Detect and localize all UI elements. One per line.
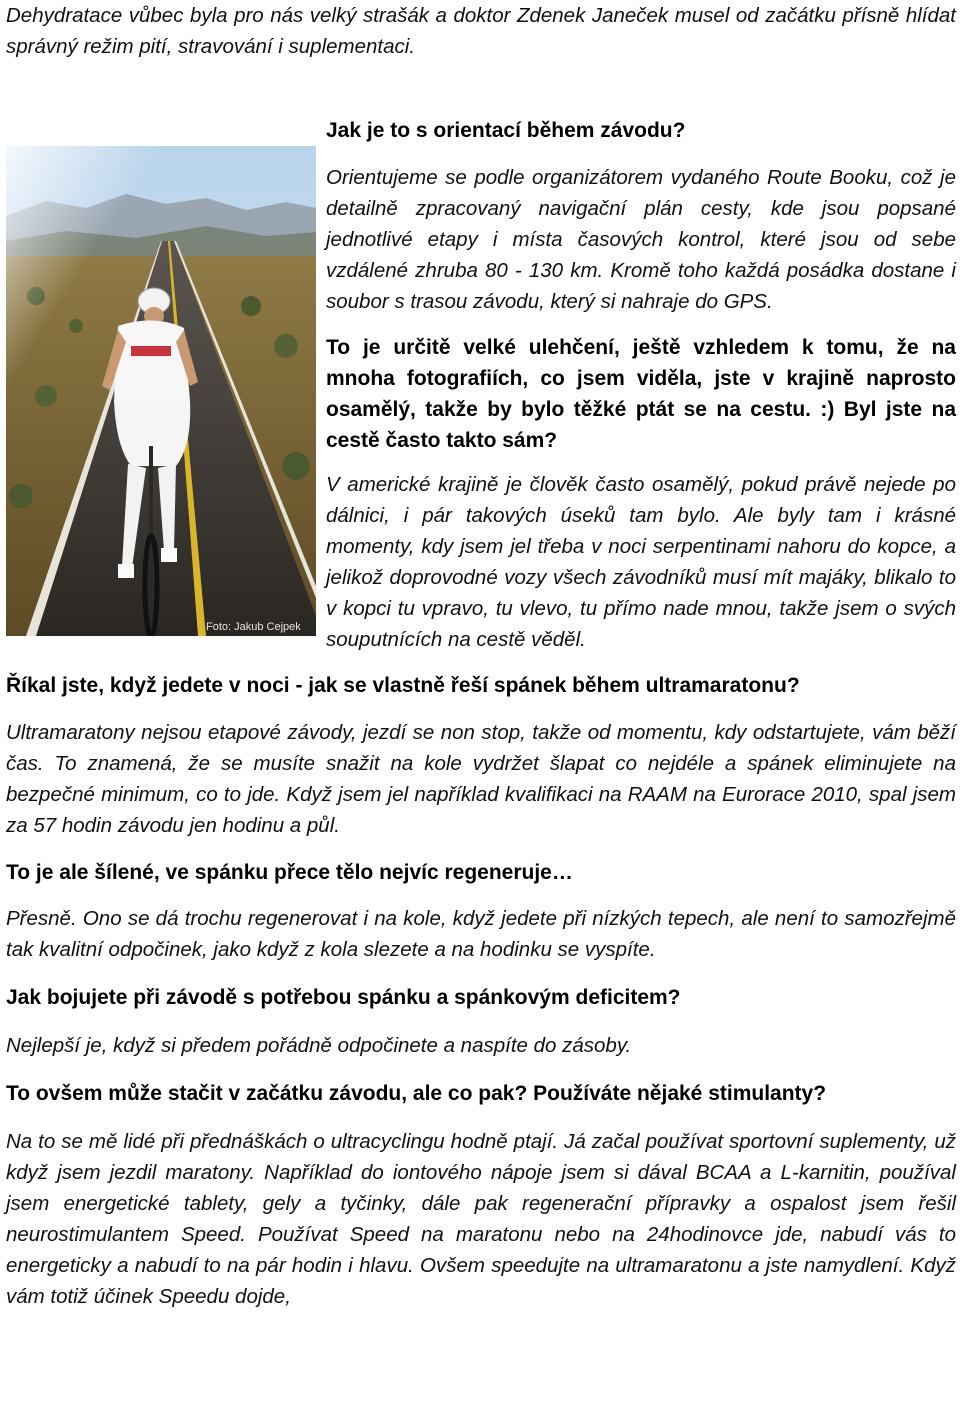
article (6, 0, 956, 1312)
question-5: Jak bojujete při závodě s potřebou spánku a spánkovým deficitem? (6, 986, 681, 1009)
answer-5: Nejlepší je, když si předem pořádně odpočinete a naspíte do zásoby. (6, 1034, 632, 1057)
answer-3: Ultramaratony nejsou etapové závody, jezdí se non stop, takže od momentu, kdy odstartujete, vám běží čas. To znamená, že se musíte snažit na kole vydržet šlapat co nejdéle a spánek eliminujete na bezpečné minimum, co to jde. Když jsem jel například kvalifikaci na RAAM na Eurorace 2010, spal jsem za 57 hodin závodu jen hodinu a půl. (6, 721, 956, 837)
question-6: To ovšem může stačit v začátku závodu, ale co pak? Používáte nějaké stimulanty? (6, 1082, 827, 1105)
intro-paragraph: Dehydratace vůbec byla pro nás velký strašák a doktor Zdenek Janeček musel od začátku přísně hlídat správný režim pití, stravování i suplementaci. (6, 4, 956, 58)
question-3: Říkal jste, když jedete v noci - jak se vlastně řeší spánek během ultramaratonu? (6, 674, 800, 697)
cyclist-photo (6, 146, 316, 636)
answer-6: Na to se mě lidé při přednáškách o ultracyclingu hodně ptají. Já začal používat sportovní suplementy, už když jsem jezdil maratony. Například do iontového nápoje jsem si dával BCAA a L-karnitin, používal jsem energetické tablety, gely a tyčinky, dále pak regenerační přípravky a ospalost jsem řešil neurostimulantem Speed. Používat Speed na maratonu nebo na 24hodinovce jde, nabudí vás to energeticky a nabudí to na pár hodin i hlavu. Ovšem speedujte na ultramaratonu a jste namydlení. Když vám totiž účinek Speedu dojde, (6, 1130, 956, 1308)
answer-4: Přesně. Ono se dá trochu regenerovat i na kole, když jedete při nízkých tepech, ale není to samozřejmě tak kvalitní odpočinek, jako když z kola slezete a na hodinku se vyspíte. (6, 907, 956, 961)
question-2: To je určitě velké ulehčení, ještě vzhledem k tomu, že na mnoha fotografiích, co jsem viděla, jste v krajině naprosto osamělý, takže by bylo těžké ptát se na cestu. :) Byl jste na cestě často takto sám? (326, 336, 956, 452)
question-1: Jak je to s orientací během závodu? (326, 119, 686, 142)
question-4: To je ale šílené, ve spánku přece tělo nejvíc regeneruje… (6, 861, 573, 884)
answer-1: Orientujeme se podle organizátorem vydaného Route Booku, což je detailně zpracovaný navigační plán cesty, kde jsou popsané jednotlivé etapy i místa časových kontrol, které jsou od sebe vzdálené zhruba 80 - 130 km. Kromě toho každá posádka dostane i soubor s trasou závodu, který si nahraje do GPS. (326, 166, 956, 313)
photo-credit: Foto: Jakub Cejpek (206, 621, 301, 633)
answer-2: V americké krajině je člověk často osamělý, pokud právě nejede po dálnici, i pár takových úseků tam bylo. Ale byly tam i krásné momenty, kdy jsem jel třeba v noci serpentinami nahoru do kopce, a jelikož doprovodné vozy všech závodníků musí mít majáky, blikalo to v kopci tu vpravo, tu vlevo, tu přímo nade mnou, takže jsem o svých souputnících na cestě věděl. (326, 473, 956, 651)
